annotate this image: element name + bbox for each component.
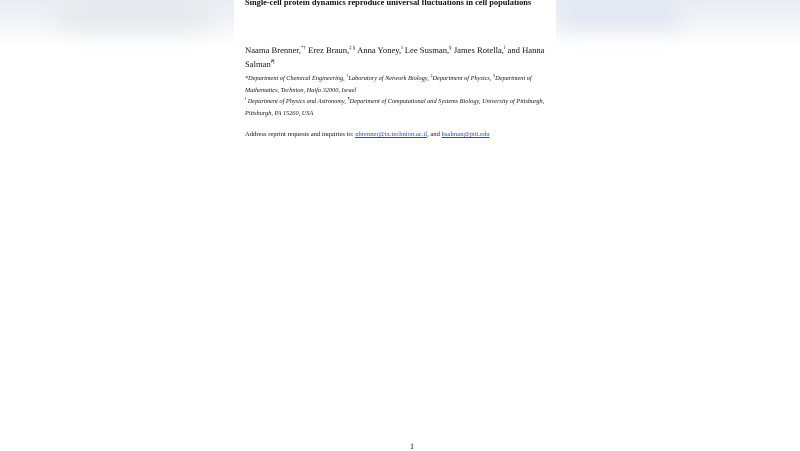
affiliations-block-1 xyxy=(245,73,557,96)
author-affiliation-mark: ‖ xyxy=(401,46,403,52)
affiliation-mark: † xyxy=(346,72,349,78)
affiliations-block-2 xyxy=(245,96,557,119)
affiliation-text: Laboratory of Network Biology, xyxy=(348,75,431,82)
affiliation-text: *Department of Chemical Engineering, xyxy=(245,75,347,82)
author-name: James Rotella, xyxy=(453,45,504,55)
author-name: Anna Yoney, xyxy=(357,45,402,55)
author-name: Naama Brenner, xyxy=(245,45,301,55)
author-affiliation-mark: ‖ xyxy=(503,46,506,52)
affiliation-text: Department of Mathematics, Technion, Haifa 32000, Israel xyxy=(245,75,532,94)
affiliation-mark: ¶ xyxy=(347,95,350,101)
blurred-toolbar-left xyxy=(60,0,210,30)
author-name: Erez Braun, xyxy=(308,45,350,55)
page-number: 1 xyxy=(410,442,414,451)
author-affiliation-mark: *† xyxy=(300,46,306,52)
blurred-toolbar-right xyxy=(560,0,680,28)
author-list xyxy=(245,43,545,71)
address-prefix: Address reprint requests and inquiries to: xyxy=(245,131,356,138)
affiliation-text: Department of Physics and Astronomy, xyxy=(246,98,348,105)
address-conjunction: , and xyxy=(427,131,442,138)
author-name: and Hanna Salman xyxy=(245,45,545,69)
author-affiliation-mark: § xyxy=(449,46,452,52)
affiliation-text: Department of Computational and Systems Biology, University of Pittsburgh, Pittsburgh, PA 15260, USA xyxy=(245,98,545,117)
affiliation-mark: ‖ xyxy=(245,95,247,101)
email-link-salman[interactable]: hsalman@pitt.edu xyxy=(441,131,490,138)
reprint-address xyxy=(245,131,557,138)
author-affiliation-mark: ‖¶ xyxy=(270,60,275,66)
author-affiliation-mark: ‡ § xyxy=(349,46,356,52)
affiliation-mark: ‡ xyxy=(430,72,433,78)
author-name: Lee Susman, xyxy=(404,45,450,55)
paper-title: Single-cell protein dynamics reproduce universal fluctuations in cell populations xyxy=(245,0,532,7)
affiliation-mark: § xyxy=(493,72,496,78)
document-page xyxy=(234,0,556,450)
email-link-brenner[interactable]: nbrenner@tx.technion.ac.il xyxy=(355,131,428,138)
affiliation-text: Department of Physics, xyxy=(432,75,494,82)
